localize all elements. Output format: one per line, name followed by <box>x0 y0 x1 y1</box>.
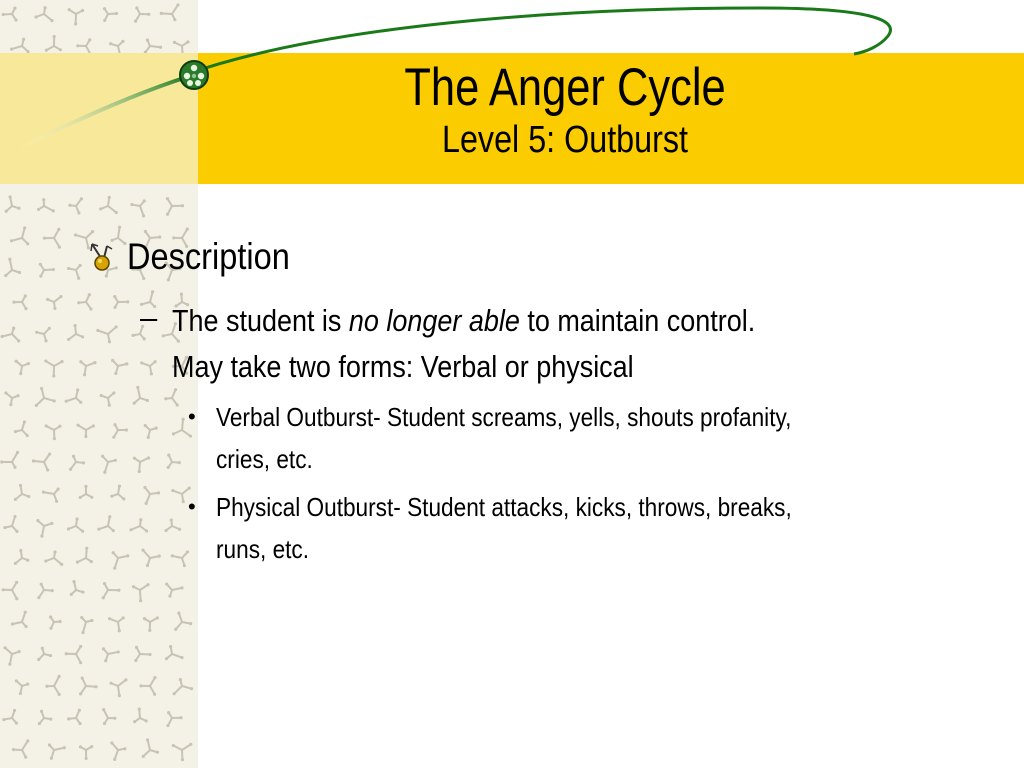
sub-point-emphasis: no longer able <box>348 303 520 338</box>
sub-point-line-1 <box>172 298 833 344</box>
bullet-dot: • <box>188 494 196 519</box>
bullet-description: Description <box>127 236 290 277</box>
dash-marker: – <box>140 300 158 335</box>
sub-point-line-2: May take two forms: Verbal or physical <box>172 349 634 384</box>
detail-physical-line-2: runs, etc. <box>216 534 310 564</box>
bullet-dot: • <box>188 404 196 429</box>
sub-point <box>172 298 833 390</box>
detail-verbal-line-2: cries, etc. <box>216 444 313 474</box>
detail-physical <box>216 486 973 570</box>
slide-subtitle: Level 5: Outburst <box>442 119 688 161</box>
detail-physical-line-1: Physical Outburst- Student attacks, kicks, throws, breaks, <box>216 492 792 522</box>
slide-title: The Anger Cycle <box>404 58 726 117</box>
detail-verbal <box>216 396 973 480</box>
sub-point-lead: The student is <box>172 303 349 338</box>
sprouting-seed-icon <box>88 240 118 272</box>
detail-verbal-line-1: Verbal Outburst- Student screams, yells, shouts profanity, <box>216 402 792 432</box>
sub-point-tail: to maintain control. <box>519 303 756 338</box>
